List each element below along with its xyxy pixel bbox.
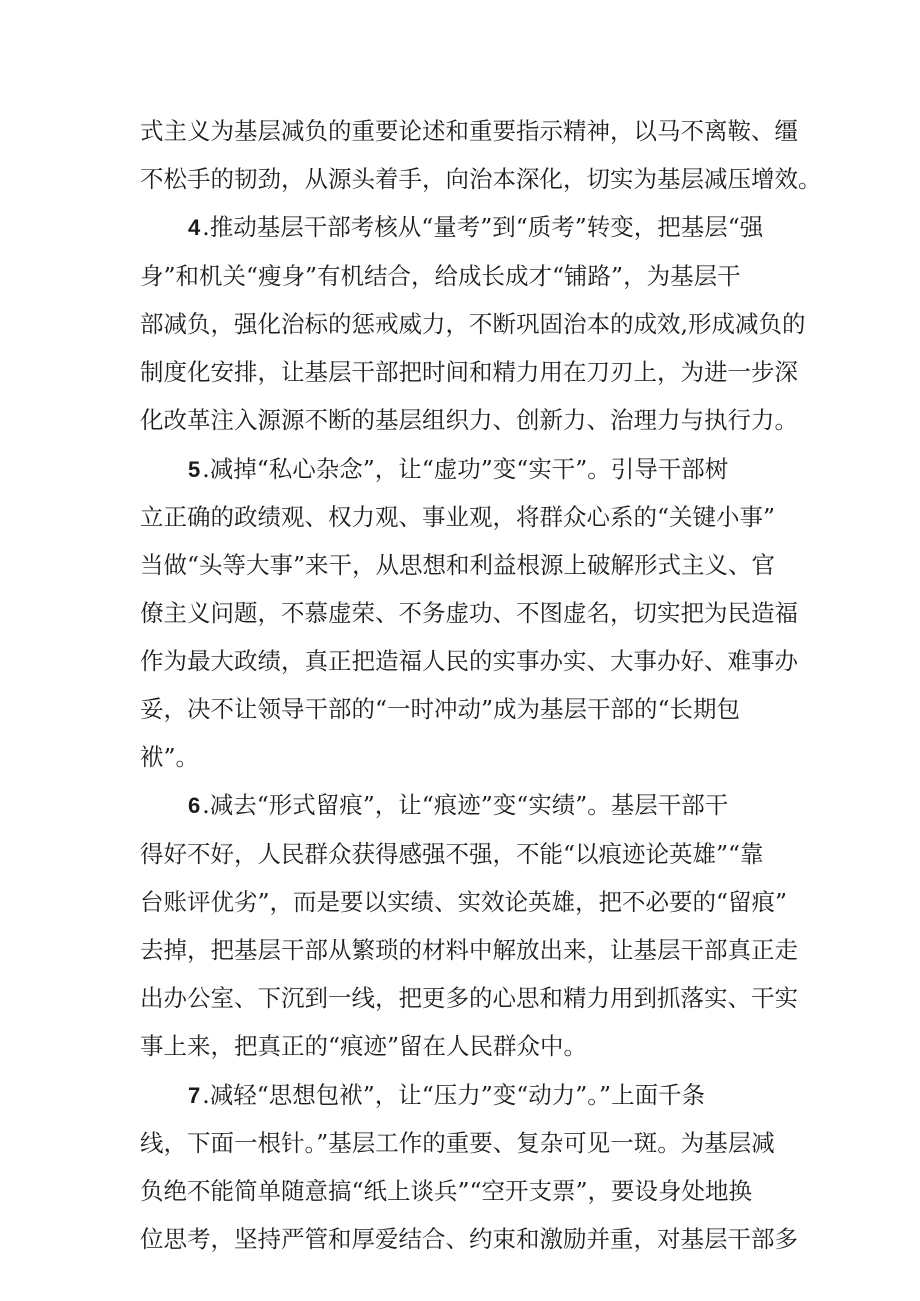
paragraph-line: 去掉，把基层干部从繁琐的材料中解放出来，让基层干部真正走 — [140, 936, 798, 964]
item-text: .减掉“私心杂念”，让“虚功”变“实干”。引导干部树 — [202, 455, 729, 483]
paragraph-line: 立正确的政绩观、权力观、事业观，将群众心系的“关键小事” — [140, 503, 776, 531]
item-text: .推动基层干部考核从“量考”到“质考”转变，把基层“强 — [202, 213, 764, 241]
paragraph-line: 化改革注入源源不断的基层组织力、创新力、治理力与执行力。 — [140, 406, 798, 434]
paragraph-line: 袱”。 — [140, 743, 200, 771]
paragraph-line: 台账评优劣”，而是要以实绩、实效论英雄，把不必要的“留痕” — [140, 888, 788, 916]
item-number: 4 — [188, 215, 201, 240]
item-4-first-line — [188, 211, 763, 243]
item-7-first-line — [188, 1079, 705, 1111]
item-5-first-line — [188, 453, 728, 485]
paragraph-line: 僚主义问题，不慕虚荣、不务虚功、不图虚名，切实把为民造福 — [140, 599, 798, 627]
item-number: 7 — [188, 1083, 201, 1108]
paragraph-line: 负绝不能简单随意搞“纸上谈兵”“空开支票”，要设身处地换 — [140, 1177, 753, 1205]
item-number: 6 — [188, 793, 201, 818]
paragraph-line: 当做“头等大事”来干，从思想和利益根源上破解形式主义、官 — [140, 551, 776, 579]
paragraph-line: 不松手的韧劲，从源头着手，向治本深化，切实为基层减压增效。 — [140, 165, 822, 193]
paragraph-line: 线，下面一根针。”基层工作的重要、复杂可见一斑。为基层减 — [140, 1129, 775, 1157]
paragraph-line: 位思考，坚持严管和厚爱结合、约束和激励并重，对基层干部多 — [140, 1225, 798, 1253]
paragraph-line: 得好不好，人民群众获得感强不强，不能“以痕迹论英雄”“靠 — [140, 840, 764, 868]
paragraph-line: 身”和机关“瘦身”有机结合，给成长成才“铺路”，为基层干 — [140, 262, 741, 290]
paragraph-line: 制度化安排，让基层干部把时间和精力用在刀刃上，为进一步深 — [140, 358, 798, 386]
paragraph-line: 出办公室、下沉到一线，把更多的心思和精力用到抓落实、干实 — [140, 984, 798, 1012]
paragraph-line: 作为最大政绩，真正把造福人民的实事办实、大事办好、难事办 — [140, 647, 798, 675]
paragraph-line: 事上来，把真正的“痕迹”留在人民群众中。 — [140, 1032, 588, 1060]
paragraph-line: 妥，决不让领导干部的“一时冲动”成为基层干部的“长期包 — [140, 695, 741, 723]
item-text: .减轻“思想包袱”，让“压力”变“动力”。”上面千条 — [202, 1081, 706, 1109]
item-number: 5 — [188, 457, 201, 482]
item-text: .减去“形式留痕”，让“痕迹”变“实绩”。基层干部干 — [202, 791, 729, 819]
paragraph-line: 部减负，强化治标的惩戒威力，不断巩固治本的成效,形成减负的 — [140, 310, 806, 338]
item-6-first-line — [188, 789, 728, 821]
paragraph-line: 式主义为基层减负的重要论述和重要指示精神，以马不离鞍、缰 — [140, 117, 798, 145]
